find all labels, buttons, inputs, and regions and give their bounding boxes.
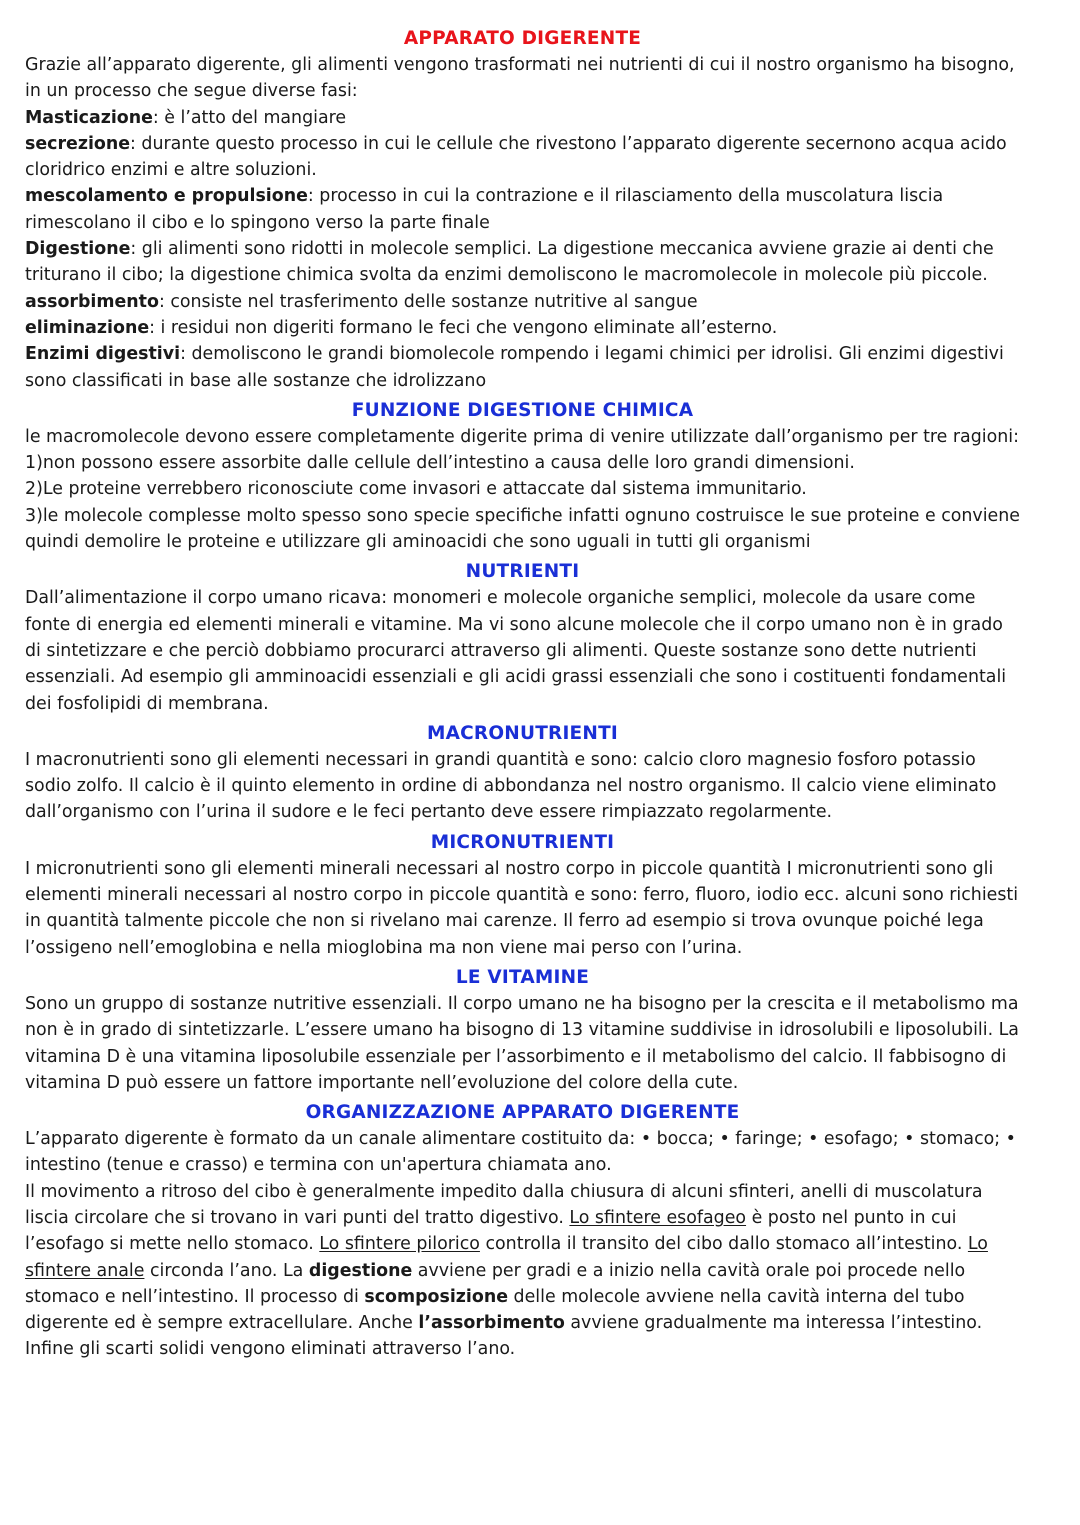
phase-text: : consiste nel trasferimento delle sostanze nutritive al sangue xyxy=(158,291,698,312)
micronutrienti-paragraph: I micronutrienti sono gli elementi minerali necessari al nostro corpo in piccole quantità I micronutrienti sono gli elementi minerali necessari al nostro corpo in piccole quantità e sono: ferro, fluoro, iodio ecc. alcuni sono richiesti in quantità talmente piccole che non si rivelano mai carenze. Il ferro ad esempio si trova ovunque poiché lega l’ossigeno nell’emoglobina e nella mioglobina ma non viene mai perso con l’urina. xyxy=(25,858,1019,958)
assorbimento-term: l’assorbimento xyxy=(418,1313,565,1334)
reason-item: 1)non possono essere assorbite dalle cellule dell’intestino a causa delle loro grandi dimensioni. xyxy=(25,453,855,474)
vitamine-paragraph: Sono un gruppo di sostanze nutritive essenziali. Il corpo umano ne ha bisogno per la crescita e il metabolismo ma non è in grado di sintetizzarle. L’essere umano ha bisogno di 13 vitamine suddivise in idrosolubili e liposolubili. La vitamina D è una vitamina liposolubile essenziale per l’assorbimento e il metabolismo del calcio. Il fabbisogno di vitamina D può essere un fattore importante nell’evoluzione del colore della cute. xyxy=(25,993,1019,1093)
organizzazione-paragraph-1: L’apparato digerente è formato da un canale alimentare costituito da: • bocca; • faringe; • esofago; • stomaco; • intestino (tenue e crasso) e termina con un'apertura chiamata ano. xyxy=(25,1129,1016,1176)
phase-term: assorbimento xyxy=(25,291,159,312)
text-run: circonda l’ano. La xyxy=(144,1260,309,1281)
sfintere-esofageo-term: Lo sfintere esofageo xyxy=(569,1207,747,1228)
phase-term: eliminazione xyxy=(25,317,150,338)
text-run: è posto nel punto in cui l’esofago si mette nello stomaco. xyxy=(25,1207,957,1255)
sfintere-pilorico-term: Lo sfintere pilorico xyxy=(319,1234,480,1255)
macronutrienti-paragraph: I macronutrienti sono gli elementi necessari in grandi quantità e sono: calcio cloro magnesio fosforo potassio sodio zolfo. Il calcio è il quinto elemento in ordine di abbondanza nel nostro organismo. Il calcio viene eliminato dall’organismo con l’urina il sudore e le feci pertanto deve essere rimpiazzato regolarmente. xyxy=(25,749,997,823)
phase-text: : è l’atto del mangiare xyxy=(152,107,347,128)
micronutrienti-section xyxy=(25,856,1020,961)
phase-assorbimento xyxy=(25,289,1020,315)
reason-item: 2)Le proteine verrebbero riconosciute come invasori e attaccate dal sistema immunitario. xyxy=(25,479,807,500)
digestione-term: digestione xyxy=(308,1260,413,1281)
section-heading-nutrienti: NUTRIENTI xyxy=(465,561,580,583)
phase-text: : gli alimenti sono ridotti in molecole semplici. La digestione meccanica avviene grazie ai denti che triturano il cibo; la digestione chimica svolta da enzimi demoliscono le macromolecole in molecole più piccole. xyxy=(25,239,994,286)
sfintere-anale-term: Lo sfintere anale xyxy=(25,1234,988,1281)
macronutrienti-section xyxy=(25,747,1020,826)
section-heading-vitamine: LE VITAMINE xyxy=(455,966,590,988)
phase-eliminazione xyxy=(25,315,1020,341)
text-run: avviene per gradi e a inizio nella cavità orale poi procede nello stomaco e nell’intestino. Il processo di xyxy=(25,1260,966,1307)
section-heading-organizzazione: ORGANIZZAZIONE APPARATO DIGERENTE xyxy=(305,1102,740,1124)
digestione-chimica-section xyxy=(25,424,1020,555)
phase-term: Digestione xyxy=(25,239,131,260)
phase-term: secrezione xyxy=(25,133,131,154)
intro-section xyxy=(25,52,1020,394)
phase-term: mescolamento e propulsione xyxy=(25,186,308,207)
section-heading-macronutrienti: MACRONUTRIENTI xyxy=(427,722,618,744)
scomposizione-term: scomposizione xyxy=(364,1286,509,1307)
phase-mescolamento xyxy=(25,183,1020,236)
phase-term: Masticazione xyxy=(25,107,153,128)
phase-term: Enzimi digestivi xyxy=(25,344,181,365)
section-heading-digestione-chimica: FUNZIONE DIGESTIONE CHIMICA xyxy=(351,399,694,421)
phase-text: : i residui non digeriti formano le feci che vengono eliminate all’esterno. xyxy=(149,317,778,338)
digestione-chimica-intro: le macromolecole devono essere completamente digerite prima di venire utilizzate dall’organismo per tre ragioni: xyxy=(25,426,1019,447)
organizzazione-section xyxy=(25,1126,1020,1363)
intro-paragraph: Grazie all’apparato digerente, gli alimenti vengono trasformati nei nutrienti di cui il nostro organismo ha bisogno, in un processo che segue diverse fasi: xyxy=(25,55,1015,102)
vitamine-section xyxy=(25,991,1020,1096)
phase-secrezione xyxy=(25,131,1020,184)
phase-text: : demoliscono le grandi biomolecole rompendo i legami chimici per idrolisi. Gli enzimi digestivi sono classificati in base alle sostanze che idrolizzano xyxy=(25,344,1004,391)
text-run: avviene gradualmente ma interessa l’intestino. Infine gli scarti solidi vengono eliminati attraverso l’ano. xyxy=(25,1313,983,1360)
text-run: delle molecole avviene nella cavità interna del tubo digerente ed è sempre extracellulare. Anche xyxy=(25,1286,965,1334)
nutrienti-section xyxy=(25,585,1020,716)
page-title: APPARATO DIGERENTE xyxy=(403,28,642,49)
section-heading-micronutrienti: MICRONUTRIENTI xyxy=(430,831,615,853)
phase-text: : processo in cui la contrazione e il rilasciamento della muscolatura liscia rimescolano il cibo e lo spingono verso la parte finale xyxy=(25,186,944,233)
reason-item: 3)le molecole complesse molto spesso sono specie specifiche infatti ognuno costruisce le sue proteine e conviene quindi demolire le proteine e utilizzare gli aminoacidi che sono uguali in tutti gli organismi xyxy=(25,505,1020,553)
phase-digestione xyxy=(25,236,1020,289)
phase-text: : durante questo processo in cui le cellule che rivestono l’apparato digerente secernono acqua acido cloridrico enzimi e altre soluzioni. xyxy=(25,133,1007,181)
organizzazione-paragraph-2 xyxy=(25,1179,1020,1363)
text-run: Il movimento a ritroso del cibo è generalmente impedito dalla chiusura di alcuni sfinteri, anelli di muscolatura liscia circolare che si trovano in vari punti del tratto digestivo. xyxy=(25,1181,983,1228)
phase-masticazione xyxy=(25,105,1020,131)
nutrienti-paragraph: Dall’alimentazione il corpo umano ricava: monomeri e molecole organiche semplici, molecole da usare come fonte di energia ed elementi minerali e vitamine. Ma vi sono alcune molecole che il corpo umano non è in grado di sintetizzare e che perciò dobbiamo procurarci attraverso gli alimenti. Queste sostanze sono dette nutrienti essenziali. Ad esempio gli amminoacidi essenziali e gli acidi grassi essenziali che sono i costituenti fondamentali dei fosfolipidi di membrana. xyxy=(25,588,1007,714)
text-run: controlla il transito del cibo dallo stomaco all’intestino. xyxy=(479,1234,968,1255)
phase-enzimi xyxy=(25,341,1020,394)
